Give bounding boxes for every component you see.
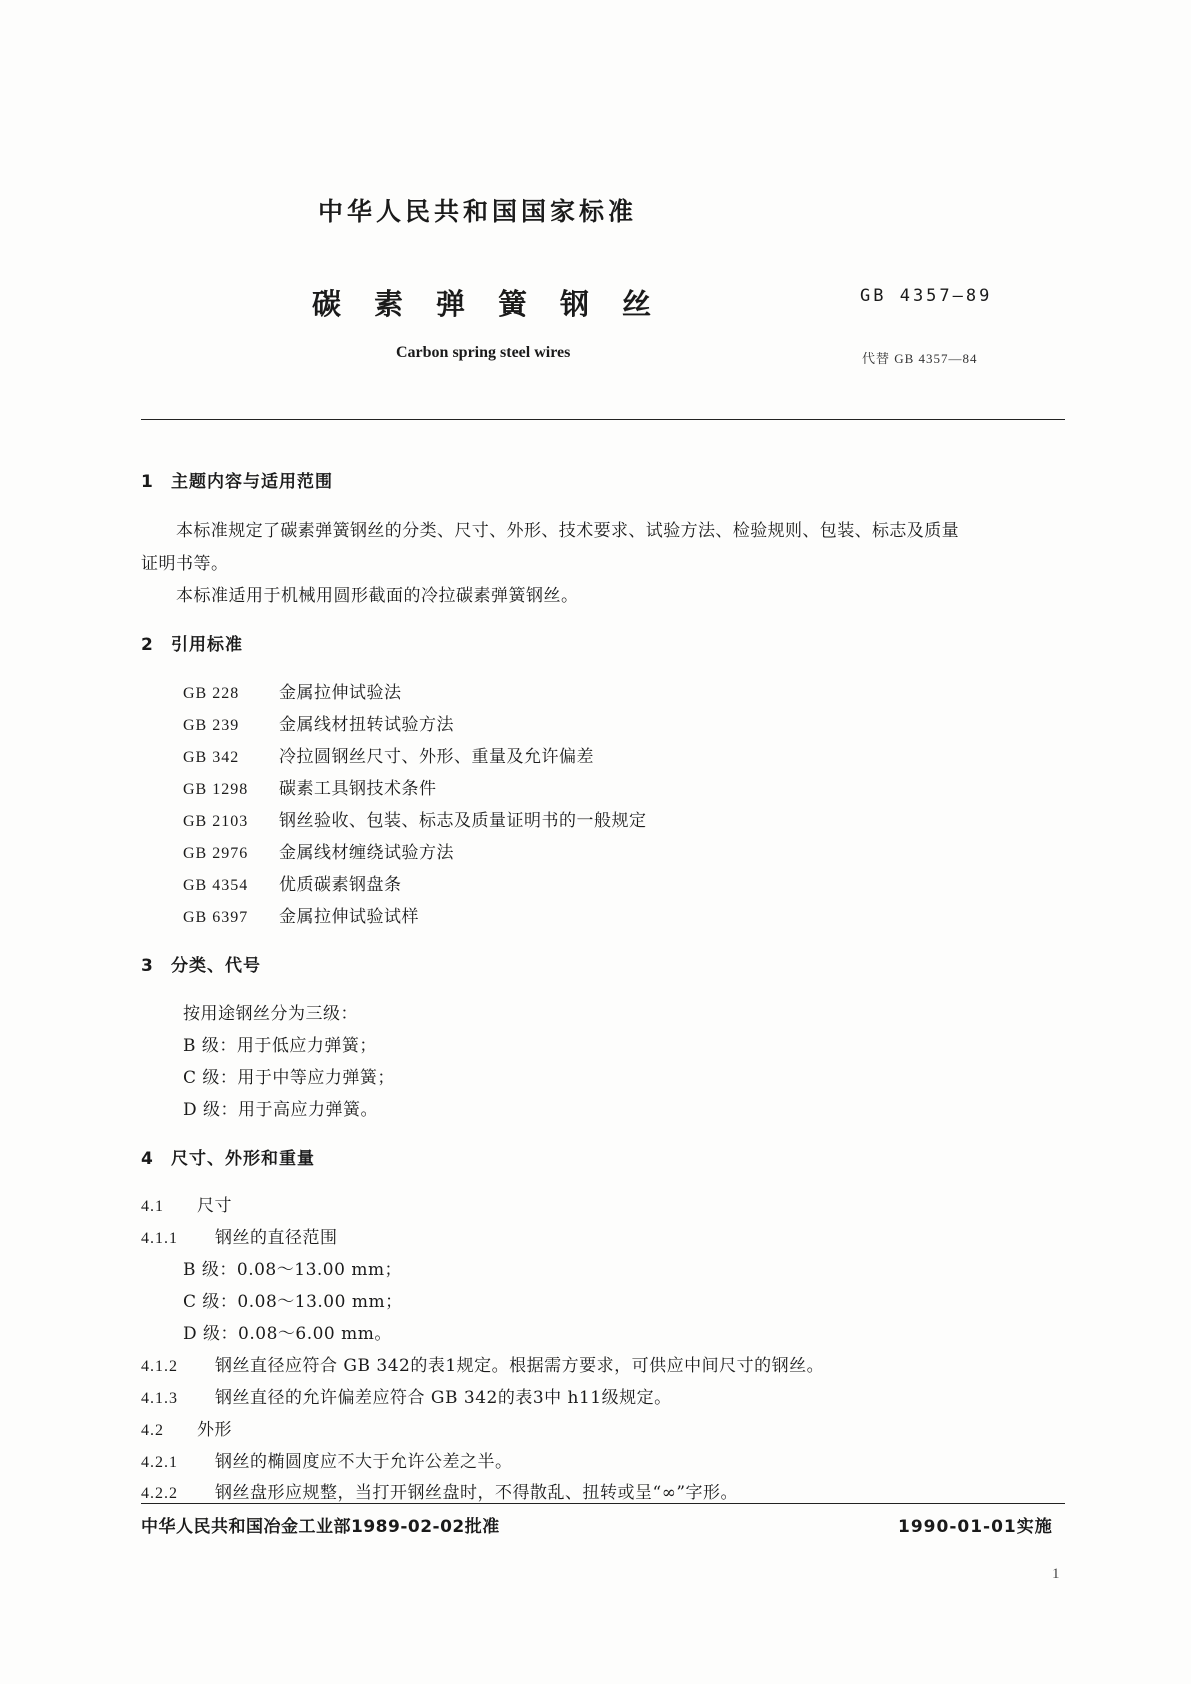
effective-date: 1990-01-01实施 — [898, 1517, 1053, 1537]
page-number: 1 — [1052, 1566, 1060, 1582]
clause-text: 钢丝的直径范围 — [215, 1228, 338, 1248]
english-title: Carbon spring steel wires — [396, 344, 571, 361]
standard-number: GB 4357—89 — [860, 286, 993, 306]
approval-note: 中华人民共和国冶金工业部1989-02-02批准 — [141, 1517, 500, 1537]
classification-line: C 级：用于中等应力弹簧； — [183, 1068, 395, 1088]
section-number: 3 — [141, 956, 154, 976]
header-divider — [141, 419, 1065, 420]
reference-item — [183, 714, 454, 737]
section-title: 分类、代号 — [171, 956, 261, 976]
reference-title: 碳素工具钢技术条件 — [279, 779, 437, 799]
clause-number: 4.1.3 — [141, 1390, 178, 1407]
clause-4-1 — [141, 1195, 232, 1218]
footer-divider — [141, 1503, 1065, 1504]
reference-item — [183, 874, 402, 897]
clause-4-1-3 — [141, 1387, 672, 1410]
diameter-range: C 级：0.08～13.00 mm； — [183, 1292, 403, 1312]
clause-text: 钢丝直径的允许偏差应符合 GB 342的表3中 h11级规定。 — [215, 1388, 672, 1408]
section-title: 引用标准 — [171, 635, 243, 655]
clause-text: 外形 — [197, 1420, 232, 1440]
reference-title: 金属拉伸试验试样 — [279, 907, 419, 927]
clause-4-1-2 — [141, 1355, 824, 1378]
paragraph-line: 本标准规定了碳素弹簧钢丝的分类、尺寸、外形、技术要求、试验方法、检验规则、包装、标志及质量 — [176, 521, 959, 541]
clause-number: 4.2.1 — [141, 1454, 178, 1471]
reference-code: GB 2976 — [183, 845, 249, 862]
clause-number: 4.1 — [141, 1198, 164, 1215]
reference-code: GB 239 — [183, 717, 240, 734]
clause-text: 钢丝盘形应规整，当打开钢丝盘时，不得散乱、扭转或呈“∞”字形。 — [215, 1483, 739, 1503]
reference-item — [183, 810, 647, 833]
clause-number: 4.2.2 — [141, 1485, 178, 1502]
section-number: 4 — [141, 1149, 154, 1169]
reference-item — [183, 746, 594, 769]
section-title: 尺寸、外形和重量 — [171, 1149, 315, 1169]
classification-line: 按用途钢丝分为三级： — [183, 1004, 358, 1024]
reference-item — [183, 842, 454, 865]
clause-4-2-1 — [141, 1451, 513, 1474]
clause-text: 尺寸 — [197, 1196, 232, 1216]
section-4-heading — [141, 1148, 315, 1170]
issuing-authority: 中华人民共和国国家标准 — [318, 197, 638, 226]
diameter-range: B 级：0.08～13.00 mm； — [183, 1260, 403, 1280]
reference-code: GB 228 — [183, 685, 240, 702]
clause-number: 4.1.1 — [141, 1230, 178, 1247]
reference-title: 冷拉圆钢丝尺寸、外形、重量及允许偏差 — [279, 747, 594, 767]
reference-code: GB 2103 — [183, 813, 249, 830]
clause-text: 钢丝直径应符合 GB 342的表1规定。根据需方要求，可供应中间尺寸的钢丝。 — [215, 1356, 825, 1376]
reference-title: 金属线材缠绕试验方法 — [279, 843, 454, 863]
replaces-standard: 代替 GB 4357—84 — [862, 351, 978, 366]
reference-title: 金属线材扭转试验方法 — [279, 715, 454, 735]
classification-line: D 级：用于高应力弹簧。 — [183, 1100, 379, 1120]
section-number: 2 — [141, 635, 154, 655]
section-3-heading — [141, 955, 261, 977]
clause-text: 钢丝的椭圆度应不大于允许公差之半。 — [215, 1452, 513, 1472]
section-number: 1 — [141, 472, 154, 492]
reference-code: GB 342 — [183, 749, 240, 766]
classification-line: B 级：用于低应力弹簧； — [183, 1036, 377, 1056]
paragraph-line: 证明书等。 — [141, 554, 229, 574]
section-2-heading — [141, 634, 243, 656]
reference-code: GB 4354 — [183, 877, 249, 894]
reference-title: 金属拉伸试验法 — [279, 683, 402, 703]
clause-4-2-2 — [141, 1482, 738, 1505]
clause-4-2 — [141, 1419, 232, 1442]
clause-number: 4.2 — [141, 1422, 164, 1439]
document-title: 碳素弹簧钢丝 — [312, 287, 685, 321]
paragraph-line: 本标准适用于机械用圆形截面的冷拉碳素弹簧钢丝。 — [176, 586, 579, 606]
reference-item — [183, 906, 419, 929]
section-title: 主题内容与适用范围 — [171, 472, 333, 492]
reference-code: GB 1298 — [183, 781, 249, 798]
clause-number: 4.1.2 — [141, 1358, 178, 1375]
section-1-heading — [141, 471, 333, 493]
reference-code: GB 6397 — [183, 909, 249, 926]
reference-item — [183, 778, 437, 801]
reference-item — [183, 682, 402, 705]
clause-4-1-1 — [141, 1227, 338, 1250]
reference-title: 钢丝验收、包装、标志及质量证明书的一般规定 — [279, 811, 647, 831]
diameter-range: D 级：0.08～6.00 mm。 — [183, 1324, 392, 1344]
reference-title: 优质碳素钢盘条 — [279, 875, 402, 895]
